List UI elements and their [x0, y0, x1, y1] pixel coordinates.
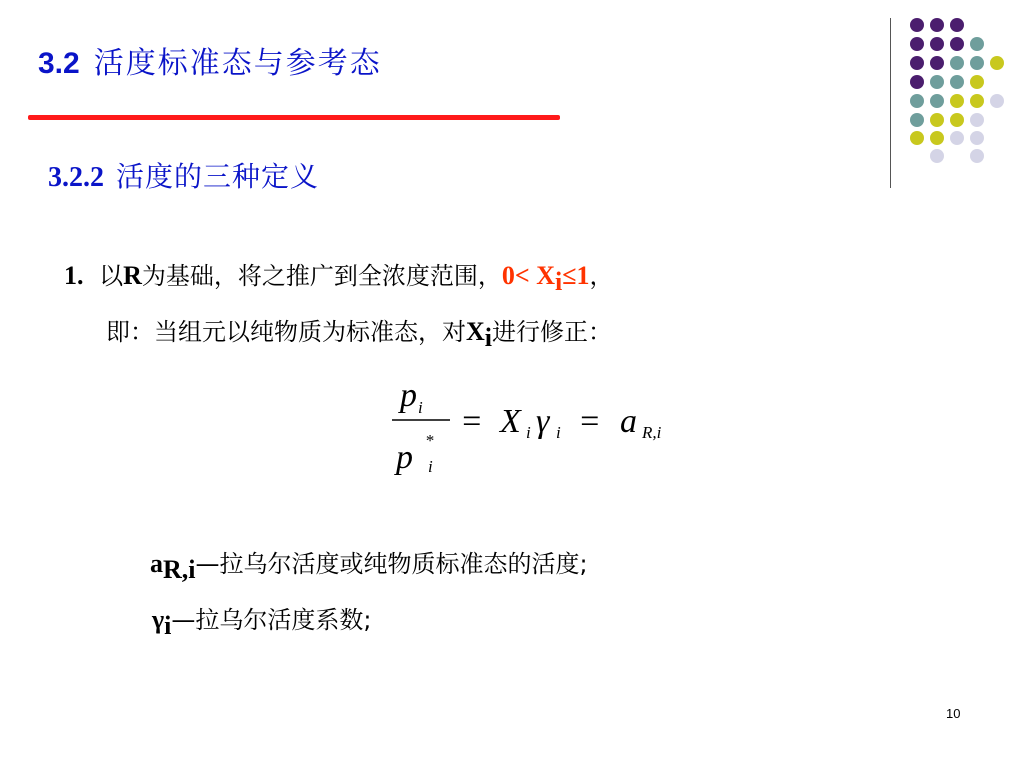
activity-formula	[388, 372, 708, 482]
decorative-dot	[910, 37, 924, 51]
formula-numerator: p	[400, 377, 417, 414]
decorative-dot	[990, 56, 1004, 70]
decorative-dot	[950, 131, 964, 145]
note-a-text: —拉乌尔活度或纯物质标准态的活度;	[195, 550, 588, 578]
decorative-dot	[910, 18, 924, 32]
item-1-text-b: 为基础，将之推广到全浓度范围，	[141, 262, 502, 290]
note-a-sub: R,i	[163, 554, 196, 584]
decorative-dot	[930, 113, 944, 127]
item-1-line-2-b: 进行修正：	[492, 318, 613, 346]
item-1-line-1	[64, 256, 614, 297]
formula-gamma: γ	[536, 403, 550, 440]
formula-a: a	[620, 403, 637, 440]
decorative-dot	[970, 149, 984, 163]
decorative-dot	[930, 56, 944, 70]
formula-denominator: p	[396, 439, 413, 476]
section-subtitle	[48, 155, 319, 195]
formula-numerator-sub: i	[418, 398, 423, 417]
decorative-dot	[930, 75, 944, 89]
range-sub: i	[555, 266, 563, 296]
formula-equals-2: =	[578, 403, 601, 440]
decorative-dot	[950, 113, 964, 127]
decorative-dot	[950, 18, 964, 32]
section-subtitle-text: 活度的三种定义	[116, 160, 320, 193]
decorative-dot	[970, 131, 984, 145]
item-1-line-2-a: 即：当组元以纯物质为标准态，对	[106, 318, 466, 346]
decorative-dot	[970, 113, 984, 127]
item-1-marker: 1.	[64, 261, 84, 290]
item-1-text-a: 以	[99, 262, 124, 290]
decorative-dot	[910, 56, 924, 70]
decorative-dot	[910, 94, 924, 108]
decorative-dot	[950, 94, 964, 108]
decorative-dot	[910, 75, 924, 89]
decorative-dot	[950, 56, 964, 70]
decorative-dot	[930, 94, 944, 108]
decorative-dot	[930, 37, 944, 51]
note-a	[150, 544, 588, 585]
note-gamma	[152, 600, 372, 641]
decorative-dot	[930, 18, 944, 32]
range-start: 0< X	[501, 261, 556, 290]
range-end: ≤1	[562, 261, 590, 290]
note-gamma-sub: i	[164, 610, 172, 640]
decorative-dot	[990, 94, 1004, 108]
item-1-comma: ，	[589, 262, 614, 290]
slide-title-number: 3.2	[38, 47, 80, 80]
formula-denominator-sup: *	[425, 431, 434, 450]
formula-denominator-sub: i	[428, 457, 433, 476]
decorative-dot	[950, 75, 964, 89]
section-subtitle-number: 3.2.2	[48, 162, 104, 193]
item-1-line-2-x: X	[466, 317, 485, 346]
item-1-line-2-sub: i	[484, 322, 493, 352]
formula-a-sub: R,i	[642, 423, 662, 442]
page-number: 10	[946, 706, 961, 721]
formula-x-sub: i	[526, 423, 531, 442]
decorative-dot	[970, 37, 984, 51]
decorative-dot	[970, 94, 984, 108]
decorative-dot	[930, 149, 944, 163]
decorative-dot	[970, 75, 984, 89]
note-gamma-symbol: γ	[152, 605, 165, 634]
item-1-line-2	[106, 312, 612, 353]
decorative-dot	[910, 131, 924, 145]
formula-gamma-sub: i	[556, 423, 561, 442]
formula-x: X	[500, 403, 521, 440]
item-1-r: R	[123, 261, 142, 290]
note-gamma-text: —拉乌尔活度系数;	[171, 606, 372, 634]
formula-equals-1: =	[460, 403, 483, 440]
note-a-symbol: a	[150, 549, 163, 578]
slide-title-text: 活度标准态与参考态	[93, 46, 382, 81]
decorative-dot	[930, 131, 944, 145]
decorative-dot	[950, 37, 964, 51]
decorative-dot	[970, 56, 984, 70]
decorative-dot	[910, 113, 924, 127]
